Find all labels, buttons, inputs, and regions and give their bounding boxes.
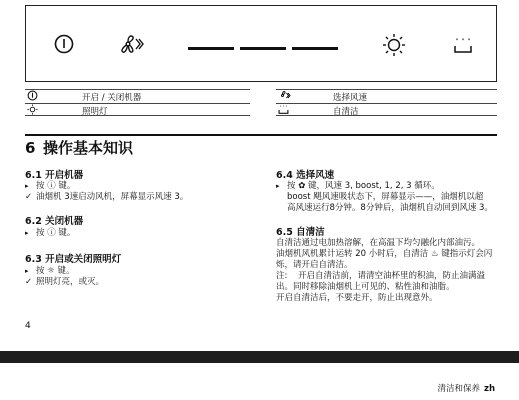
light-icon bbox=[27, 104, 38, 115]
fan-speed-icon bbox=[278, 90, 291, 101]
legend-row bbox=[25, 89, 250, 102]
page-number: 4 bbox=[25, 321, 31, 331]
legend-row bbox=[276, 89, 497, 102]
section-heading-6-4: 6.4 选择风速 bbox=[276, 170, 335, 181]
footer-section: 清洁和保养 bbox=[437, 384, 480, 394]
instruction-result: ✓ 油烟机 3速启动风机，屏幕显示风速 3。 bbox=[25, 192, 189, 202]
light-icon[interactable] bbox=[382, 33, 406, 57]
legend-table-right bbox=[276, 89, 497, 117]
chapter-number: 6 bbox=[25, 139, 36, 157]
chapter-rule bbox=[25, 134, 497, 136]
section-heading-6-2: 6.2 关闭机器 bbox=[25, 216, 84, 227]
chapter-title bbox=[25, 137, 133, 158]
footer-language: zh bbox=[484, 384, 495, 394]
chapter-title-text: 操作基本知识 bbox=[43, 139, 134, 157]
section-heading-6-5: 6.5 自清洁 bbox=[276, 227, 325, 238]
instruction-step: ▸ 按 ☼ 键。 bbox=[25, 266, 75, 276]
footer-bar bbox=[0, 351, 519, 363]
legend-label: 选择风速 bbox=[333, 93, 368, 103]
section-heading-6-1: 6.1 开启机器 bbox=[25, 170, 84, 181]
legend-table-left bbox=[25, 89, 250, 117]
note-label: 注: bbox=[276, 271, 288, 281]
note-text-continued: 出。同时移除油烟机上可见的、粘性油和油脂。 开启自清洁后，不要走开，防止出现意外。 bbox=[276, 282, 455, 303]
display-segment-1 bbox=[188, 47, 234, 50]
self-clean-icon bbox=[278, 104, 289, 115]
control-panel bbox=[25, 5, 497, 82]
instruction-step: ▸ 按 ⓘ 键。 bbox=[25, 181, 76, 191]
legend-label: 自清洁 bbox=[333, 107, 359, 117]
legend-row bbox=[276, 103, 497, 116]
self-clean-icon[interactable] bbox=[453, 35, 473, 55]
power-icon bbox=[27, 90, 38, 101]
power-icon[interactable] bbox=[54, 34, 74, 54]
legend-row bbox=[25, 103, 250, 116]
legend-label: 照明灯 bbox=[82, 107, 108, 117]
legend-label: 开启 / 关闭机器 bbox=[82, 93, 142, 103]
display-segment-3 bbox=[292, 47, 338, 50]
footer bbox=[437, 382, 495, 394]
instruction-step: ▸ 按 ✿ 键，风速 3, boost, 1, 2, 3 循环。 bbox=[276, 181, 440, 191]
fan-speed-icon[interactable] bbox=[119, 33, 145, 55]
note-text: 开启自清洁前，请清空油杯里的积油，防止油满溢 bbox=[298, 271, 486, 281]
instruction-result: ✓ 照明灯亮，或灭。 bbox=[25, 277, 105, 287]
display-segment-2 bbox=[240, 47, 286, 50]
section-heading-6-3: 6.3 开启或关闭照明灯 bbox=[25, 254, 122, 265]
self-clean-description: 自清洁通过电加热溶解，在高温下均匀融化内部油污。 油烟机风机累计运转 20 小时后，自清洁 ♨ 键指示灯会闪 烁，请开启自清洁。 bbox=[276, 238, 493, 270]
boost-description: boost 飓风速吸状态下，屏幕显示——，油烟机以超 高风速运行8分钟。8分钟后，油烟机自动回到风速 3。 bbox=[287, 192, 493, 213]
instruction-step: ▸ 按 ⓘ 键。 bbox=[25, 228, 76, 238]
